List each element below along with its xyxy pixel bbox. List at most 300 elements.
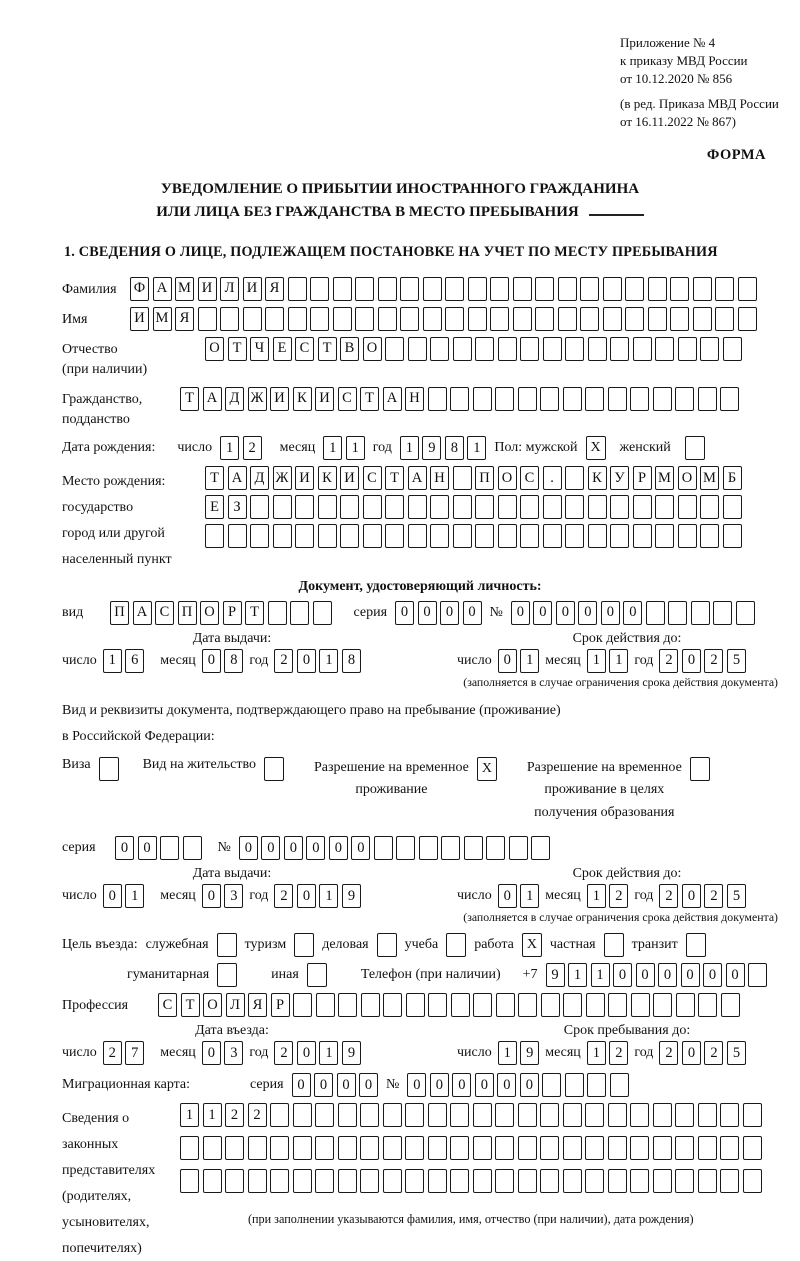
char-cell[interactable]	[748, 963, 767, 987]
char-cell[interactable]	[243, 307, 262, 331]
char-cell[interactable]	[453, 466, 472, 490]
char-cell[interactable]	[490, 277, 509, 301]
char-cell[interactable]: А	[383, 387, 402, 411]
char-cell[interactable]	[293, 993, 312, 1017]
char-cell[interactable]	[268, 601, 287, 625]
char-cell[interactable]	[315, 1169, 334, 1193]
char-cell[interactable]	[451, 993, 470, 1017]
char-cell[interactable]	[406, 993, 425, 1017]
char-cell[interactable]	[360, 1136, 379, 1160]
char-cell[interactable]: 2	[704, 1041, 723, 1065]
char-cell[interactable]	[333, 277, 352, 301]
char-cell[interactable]: А	[133, 601, 152, 625]
char-cell[interactable]: О	[203, 993, 222, 1017]
purpose-transit-checkbox[interactable]	[686, 933, 706, 957]
char-cell[interactable]: 0	[601, 601, 620, 625]
char-cell[interactable]: 0	[682, 1041, 701, 1065]
char-cell[interactable]: Я	[248, 993, 267, 1017]
char-cell[interactable]: 1	[220, 436, 239, 460]
char-cell[interactable]: М	[175, 277, 194, 301]
char-cell[interactable]: 0	[682, 884, 701, 908]
char-cell[interactable]	[295, 524, 314, 548]
char-cell[interactable]	[633, 524, 652, 548]
char-cell[interactable]	[698, 1136, 717, 1160]
char-cell[interactable]	[385, 495, 404, 519]
char-cell[interactable]: Ф	[130, 277, 149, 301]
char-cell[interactable]	[678, 524, 697, 548]
char-cell[interactable]	[430, 495, 449, 519]
char-cell[interactable]: Р	[633, 466, 652, 490]
char-cell[interactable]	[558, 277, 577, 301]
char-cell[interactable]	[468, 307, 487, 331]
char-cell[interactable]: 3	[224, 1041, 243, 1065]
char-cell[interactable]: 0	[103, 884, 122, 908]
char-cell[interactable]: У	[610, 466, 629, 490]
char-cell[interactable]	[450, 387, 469, 411]
char-cell[interactable]	[535, 277, 554, 301]
char-cell[interactable]	[509, 836, 528, 860]
char-cell[interactable]	[183, 836, 202, 860]
char-cell[interactable]	[378, 307, 397, 331]
char-cell[interactable]	[340, 524, 359, 548]
char-cell[interactable]	[383, 993, 402, 1017]
char-cell[interactable]	[423, 277, 442, 301]
char-cell[interactable]: 5	[727, 884, 746, 908]
char-cell[interactable]	[290, 601, 309, 625]
char-cell[interactable]	[385, 337, 404, 361]
char-cell[interactable]	[295, 495, 314, 519]
char-cell[interactable]	[408, 524, 427, 548]
char-cell[interactable]	[541, 993, 560, 1017]
char-cell[interactable]: Е	[205, 495, 224, 519]
char-cell[interactable]: Т	[228, 337, 247, 361]
purpose-humanitarian-checkbox[interactable]	[217, 963, 237, 987]
char-cell[interactable]: 9	[546, 963, 565, 987]
char-cell[interactable]	[715, 307, 734, 331]
char-cell[interactable]: 0	[682, 649, 701, 673]
char-cell[interactable]: 0	[306, 836, 325, 860]
char-cell[interactable]	[738, 307, 757, 331]
char-cell[interactable]: 2	[274, 649, 293, 673]
char-cell[interactable]	[670, 307, 689, 331]
char-cell[interactable]: 1	[609, 649, 628, 673]
char-cell[interactable]: 2	[659, 649, 678, 673]
char-cell[interactable]	[675, 1103, 694, 1127]
char-cell[interactable]: 0	[452, 1073, 471, 1097]
char-cell[interactable]: 0	[359, 1073, 378, 1097]
char-cell[interactable]	[378, 277, 397, 301]
char-cell[interactable]: 1	[400, 436, 419, 460]
char-cell[interactable]: 0	[475, 1073, 494, 1097]
char-cell[interactable]: .	[543, 466, 562, 490]
char-cell[interactable]	[441, 836, 460, 860]
char-cell[interactable]	[540, 1103, 559, 1127]
char-cell[interactable]: М	[153, 307, 172, 331]
char-cell[interactable]	[313, 601, 332, 625]
char-cell[interactable]	[464, 836, 483, 860]
char-cell[interactable]: И	[198, 277, 217, 301]
char-cell[interactable]: 9	[342, 1041, 361, 1065]
char-cell[interactable]	[743, 1136, 762, 1160]
char-cell[interactable]	[473, 1103, 492, 1127]
char-cell[interactable]: К	[318, 466, 337, 490]
char-cell[interactable]	[383, 1136, 402, 1160]
char-cell[interactable]: 0	[636, 963, 655, 987]
char-cell[interactable]: 9	[342, 884, 361, 908]
char-cell[interactable]	[408, 495, 427, 519]
char-cell[interactable]	[563, 1136, 582, 1160]
char-cell[interactable]	[333, 307, 352, 331]
char-cell[interactable]	[675, 1169, 694, 1193]
char-cell[interactable]: Т	[245, 601, 264, 625]
char-cell[interactable]: Е	[273, 337, 292, 361]
char-cell[interactable]	[720, 387, 739, 411]
char-cell[interactable]: 0	[520, 1073, 539, 1097]
char-cell[interactable]: Л	[220, 277, 239, 301]
char-cell[interactable]: О	[205, 337, 224, 361]
char-cell[interactable]	[543, 337, 562, 361]
char-cell[interactable]	[360, 1103, 379, 1127]
char-cell[interactable]	[203, 1169, 222, 1193]
char-cell[interactable]	[542, 1073, 561, 1097]
char-cell[interactable]	[385, 524, 404, 548]
char-cell[interactable]: Л	[226, 993, 245, 1017]
char-cell[interactable]	[610, 524, 629, 548]
char-cell[interactable]	[315, 1136, 334, 1160]
char-cell[interactable]	[633, 337, 652, 361]
char-cell[interactable]: Ж	[273, 466, 292, 490]
char-cell[interactable]: Н	[430, 466, 449, 490]
char-cell[interactable]	[486, 836, 505, 860]
char-cell[interactable]	[270, 1136, 289, 1160]
char-cell[interactable]	[625, 307, 644, 331]
char-cell[interactable]	[453, 337, 472, 361]
char-cell[interactable]	[698, 1103, 717, 1127]
char-cell[interactable]: Н	[405, 387, 424, 411]
char-cell[interactable]: П	[178, 601, 197, 625]
char-cell[interactable]	[648, 307, 667, 331]
char-cell[interactable]: 0	[703, 963, 722, 987]
char-cell[interactable]: 1	[520, 649, 539, 673]
char-cell[interactable]: 7	[125, 1041, 144, 1065]
char-cell[interactable]	[563, 993, 582, 1017]
char-cell[interactable]: 1	[203, 1103, 222, 1127]
char-cell[interactable]: 0	[511, 601, 530, 625]
char-cell[interactable]: М	[700, 466, 719, 490]
temporary-residence-checkbox[interactable]: X	[477, 757, 497, 781]
char-cell[interactable]: А	[228, 466, 247, 490]
char-cell[interactable]	[374, 836, 393, 860]
char-cell[interactable]	[655, 337, 674, 361]
char-cell[interactable]	[180, 1136, 199, 1160]
char-cell[interactable]: 0	[284, 836, 303, 860]
char-cell[interactable]: 0	[351, 836, 370, 860]
char-cell[interactable]	[580, 307, 599, 331]
char-cell[interactable]	[625, 277, 644, 301]
char-cell[interactable]	[653, 1136, 672, 1160]
char-cell[interactable]	[475, 337, 494, 361]
char-cell[interactable]	[518, 387, 537, 411]
char-cell[interactable]	[743, 1169, 762, 1193]
char-cell[interactable]: 0	[202, 884, 221, 908]
char-cell[interactable]	[565, 1073, 584, 1097]
char-cell[interactable]	[518, 993, 537, 1017]
char-cell[interactable]	[723, 524, 742, 548]
char-cell[interactable]: 2	[274, 1041, 293, 1065]
char-cell[interactable]: 0	[613, 963, 632, 987]
char-cell[interactable]	[653, 1103, 672, 1127]
char-cell[interactable]: О	[200, 601, 219, 625]
char-cell[interactable]: 2	[243, 436, 262, 460]
char-cell[interactable]: 1	[467, 436, 486, 460]
char-cell[interactable]	[293, 1103, 312, 1127]
char-cell[interactable]	[360, 1169, 379, 1193]
char-cell[interactable]: И	[130, 307, 149, 331]
char-cell[interactable]	[738, 277, 757, 301]
char-cell[interactable]	[565, 524, 584, 548]
char-cell[interactable]: А	[408, 466, 427, 490]
char-cell[interactable]: О	[363, 337, 382, 361]
char-cell[interactable]: 1	[520, 884, 539, 908]
char-cell[interactable]: 0	[498, 884, 517, 908]
char-cell[interactable]	[428, 993, 447, 1017]
char-cell[interactable]: 0	[261, 836, 280, 860]
char-cell[interactable]: 0	[115, 836, 134, 860]
char-cell[interactable]	[531, 836, 550, 860]
char-cell[interactable]	[520, 524, 539, 548]
char-cell[interactable]: Т	[360, 387, 379, 411]
char-cell[interactable]: 5	[727, 649, 746, 673]
char-cell[interactable]	[691, 601, 710, 625]
purpose-tourism-checkbox[interactable]	[294, 933, 314, 957]
char-cell[interactable]	[288, 307, 307, 331]
char-cell[interactable]: 1	[180, 1103, 199, 1127]
char-cell[interactable]	[563, 387, 582, 411]
char-cell[interactable]	[428, 1169, 447, 1193]
char-cell[interactable]	[540, 1169, 559, 1193]
char-cell[interactable]	[498, 495, 517, 519]
char-cell[interactable]	[475, 524, 494, 548]
char-cell[interactable]	[363, 524, 382, 548]
char-cell[interactable]	[603, 307, 622, 331]
char-cell[interactable]	[520, 337, 539, 361]
char-cell[interactable]: 0	[202, 1041, 221, 1065]
char-cell[interactable]: Т	[385, 466, 404, 490]
char-cell[interactable]	[608, 993, 627, 1017]
purpose-other-checkbox[interactable]	[307, 963, 327, 987]
char-cell[interactable]	[736, 601, 755, 625]
char-cell[interactable]: 0	[623, 601, 642, 625]
char-cell[interactable]	[585, 1169, 604, 1193]
char-cell[interactable]: Ч	[250, 337, 269, 361]
char-cell[interactable]	[473, 387, 492, 411]
char-cell[interactable]	[445, 307, 464, 331]
char-cell[interactable]	[630, 1103, 649, 1127]
char-cell[interactable]	[720, 1103, 739, 1127]
char-cell[interactable]	[400, 307, 419, 331]
char-cell[interactable]: И	[340, 466, 359, 490]
char-cell[interactable]: 9	[520, 1041, 539, 1065]
char-cell[interactable]	[565, 337, 584, 361]
char-cell[interactable]	[721, 993, 740, 1017]
char-cell[interactable]: С	[155, 601, 174, 625]
char-cell[interactable]: С	[520, 466, 539, 490]
char-cell[interactable]	[445, 277, 464, 301]
char-cell[interactable]	[265, 307, 284, 331]
char-cell[interactable]: 5	[727, 1041, 746, 1065]
char-cell[interactable]	[540, 1136, 559, 1160]
char-cell[interactable]	[495, 1103, 514, 1127]
char-cell[interactable]	[610, 1073, 629, 1097]
char-cell[interactable]	[518, 1103, 537, 1127]
char-cell[interactable]: 9	[422, 436, 441, 460]
char-cell[interactable]: 0	[658, 963, 677, 987]
char-cell[interactable]	[633, 495, 652, 519]
char-cell[interactable]: 0	[498, 649, 517, 673]
char-cell[interactable]	[588, 524, 607, 548]
char-cell[interactable]: Т	[205, 466, 224, 490]
char-cell[interactable]: 0	[297, 884, 316, 908]
char-cell[interactable]: К	[588, 466, 607, 490]
char-cell[interactable]	[495, 1169, 514, 1193]
char-cell[interactable]: 1	[568, 963, 587, 987]
char-cell[interactable]	[490, 307, 509, 331]
char-cell[interactable]	[723, 495, 742, 519]
char-cell[interactable]	[203, 1136, 222, 1160]
char-cell[interactable]: 0	[239, 836, 258, 860]
char-cell[interactable]	[338, 1169, 357, 1193]
purpose-work-checkbox[interactable]: X	[522, 933, 542, 957]
char-cell[interactable]	[700, 337, 719, 361]
char-cell[interactable]: 2	[225, 1103, 244, 1127]
char-cell[interactable]	[693, 307, 712, 331]
char-cell[interactable]	[588, 495, 607, 519]
char-cell[interactable]	[565, 466, 584, 490]
char-cell[interactable]: П	[475, 466, 494, 490]
char-cell[interactable]	[676, 993, 695, 1017]
char-cell[interactable]	[205, 524, 224, 548]
char-cell[interactable]: 0	[430, 1073, 449, 1097]
char-cell[interactable]	[270, 1103, 289, 1127]
char-cell[interactable]: 2	[609, 884, 628, 908]
char-cell[interactable]	[498, 337, 517, 361]
char-cell[interactable]: Т	[180, 387, 199, 411]
char-cell[interactable]	[675, 1136, 694, 1160]
char-cell[interactable]	[540, 387, 559, 411]
char-cell[interactable]	[698, 387, 717, 411]
char-cell[interactable]	[338, 1136, 357, 1160]
char-cell[interactable]	[361, 993, 380, 1017]
char-cell[interactable]: М	[655, 466, 674, 490]
char-cell[interactable]: 2	[609, 1041, 628, 1065]
char-cell[interactable]	[610, 337, 629, 361]
char-cell[interactable]	[405, 1169, 424, 1193]
char-cell[interactable]	[270, 1169, 289, 1193]
char-cell[interactable]	[450, 1103, 469, 1127]
char-cell[interactable]	[310, 307, 329, 331]
char-cell[interactable]: С	[295, 337, 314, 361]
char-cell[interactable]: Ж	[248, 387, 267, 411]
char-cell[interactable]	[495, 387, 514, 411]
char-cell[interactable]: О	[498, 466, 517, 490]
char-cell[interactable]: А	[153, 277, 172, 301]
char-cell[interactable]	[473, 1136, 492, 1160]
char-cell[interactable]	[586, 993, 605, 1017]
purpose-official-checkbox[interactable]	[217, 933, 237, 957]
char-cell[interactable]: Я	[265, 277, 284, 301]
char-cell[interactable]	[520, 495, 539, 519]
char-cell[interactable]	[585, 1136, 604, 1160]
char-cell[interactable]	[700, 495, 719, 519]
char-cell[interactable]: 2	[103, 1041, 122, 1065]
char-cell[interactable]: 0	[292, 1073, 311, 1097]
char-cell[interactable]	[518, 1169, 537, 1193]
char-cell[interactable]	[450, 1136, 469, 1160]
char-cell[interactable]: 1	[587, 884, 606, 908]
char-cell[interactable]	[558, 307, 577, 331]
char-cell[interactable]: И	[315, 387, 334, 411]
char-cell[interactable]	[288, 277, 307, 301]
blank-underline[interactable]	[589, 200, 644, 216]
char-cell[interactable]	[630, 1169, 649, 1193]
male-checkbox[interactable]: X	[586, 436, 606, 460]
char-cell[interactable]: 0	[202, 649, 221, 673]
char-cell[interactable]: И	[295, 466, 314, 490]
char-cell[interactable]	[670, 277, 689, 301]
char-cell[interactable]	[720, 1169, 739, 1193]
char-cell[interactable]: 8	[224, 649, 243, 673]
char-cell[interactable]	[563, 1103, 582, 1127]
char-cell[interactable]	[419, 836, 438, 860]
char-cell[interactable]	[453, 524, 472, 548]
char-cell[interactable]	[678, 337, 697, 361]
char-cell[interactable]: 2	[704, 649, 723, 673]
char-cell[interactable]: 0	[314, 1073, 333, 1097]
char-cell[interactable]: С	[363, 466, 382, 490]
char-cell[interactable]	[498, 524, 517, 548]
char-cell[interactable]	[668, 601, 687, 625]
char-cell[interactable]	[273, 524, 292, 548]
char-cell[interactable]: Б	[723, 466, 742, 490]
char-cell[interactable]: Р	[223, 601, 242, 625]
char-cell[interactable]	[180, 1169, 199, 1193]
char-cell[interactable]	[450, 1169, 469, 1193]
char-cell[interactable]	[603, 277, 622, 301]
char-cell[interactable]: 1	[346, 436, 365, 460]
char-cell[interactable]	[198, 307, 217, 331]
char-cell[interactable]	[396, 836, 415, 860]
char-cell[interactable]	[678, 495, 697, 519]
char-cell[interactable]: А	[203, 387, 222, 411]
visa-checkbox[interactable]	[99, 757, 119, 781]
char-cell[interactable]: 0	[497, 1073, 516, 1097]
char-cell[interactable]	[225, 1169, 244, 1193]
char-cell[interactable]: Я	[175, 307, 194, 331]
char-cell[interactable]	[473, 1169, 492, 1193]
char-cell[interactable]: Д	[225, 387, 244, 411]
char-cell[interactable]: С	[338, 387, 357, 411]
char-cell[interactable]	[535, 307, 554, 331]
char-cell[interactable]: З	[228, 495, 247, 519]
char-cell[interactable]: П	[110, 601, 129, 625]
char-cell[interactable]	[655, 524, 674, 548]
char-cell[interactable]	[655, 495, 674, 519]
char-cell[interactable]	[428, 1136, 447, 1160]
char-cell[interactable]: К	[293, 387, 312, 411]
char-cell[interactable]: В	[340, 337, 359, 361]
char-cell[interactable]	[430, 337, 449, 361]
char-cell[interactable]	[293, 1136, 312, 1160]
